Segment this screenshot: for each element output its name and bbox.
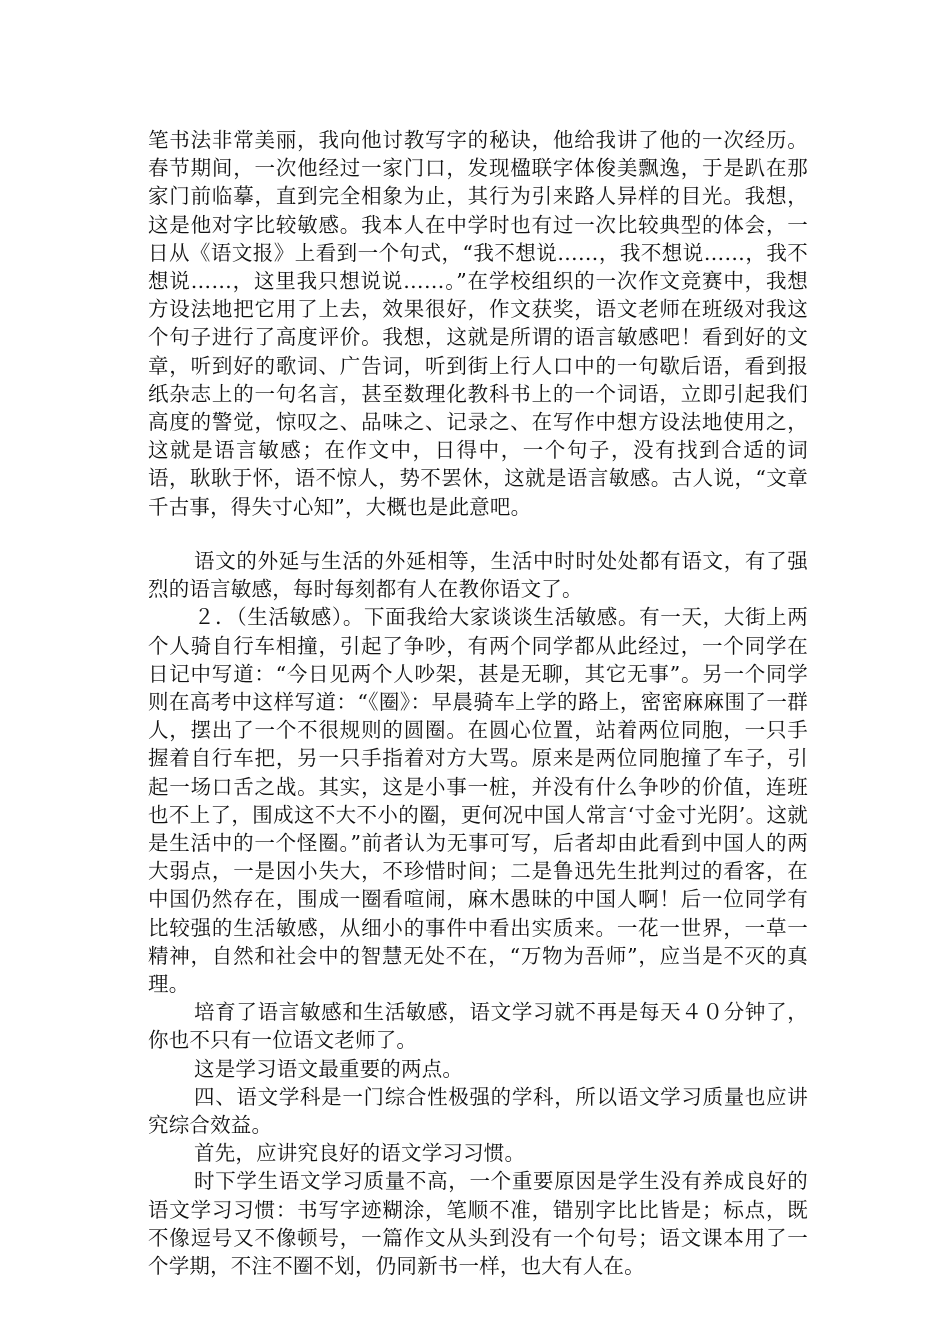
text-block-top	[148, 126, 808, 521]
paragraph-study-habits: 时下学生语文学习质量不高，一个重要原因是学生没有养成良好的语文学习习惯：书写字迹糊涂，笔顺不准，错别字比比皆是；标点，既不像逗号又不像顿号，一篇作文从头到没有一个句号；语文课本用了一个学期，不注不圈不划，仍同新书一样，也大有人在。	[148, 1169, 808, 1279]
paragraph-calligraphy-anecdote: 笔书法非常美丽，我向他讨教写字的秘诀，他给我讲了他的一次经历。春节期间，一次他经过一家门口，发现楹联字体俊美飘逸，于是趴在那家门前临摹，直到完全相象为止，其行为引来路人异样的目光。我想，这是他对字比较敏感。我本人在中学时也有过一次比较典型的体会，一日从《语文报》上看到一个句式，“我不想说……，我不想说……，我不想说……，这里我只想说说……。”在学校组织的一次作文竞赛中，我想方设法地把它用了上去，效果很好，作文获奖，语文老师在班级对我这个句子进行了高度评价。我想，这就是所谓的语言敏感吧！看到好的文章，听到好的歌词、广告词，听到街上行人口中的一句歇后语，看到报纸杂志上的一句名言，甚至数理化教科书上的一个词语，立即引起我们高度的警觉，惊叹之、品味之、记录之、在写作中想方设法地使用之，这就是语言敏感；在作文中，日得中，一个句子，没有找到合适的词语，耿耿于怀，语不惊人，势不罢休，这就是语言敏感。古人说，“文章千古事，得失寸心知”，大概也是此意吧。	[148, 128, 808, 519]
text-block-bottom	[148, 547, 808, 1280]
paragraph-two-points: 这是学习语文最重要的两点。	[194, 1056, 464, 1081]
paragraph-section-four: 四、语文学科是一门综合性极强的学科，所以语文学习质量也应讲究综合效益。	[148, 1084, 808, 1138]
paragraph-language-extension: 语文的外延与生活的外延相等，生活中时时处处都有语文，有了强烈的语言敏感，每时每刻都有人在教你语文了。	[148, 549, 808, 602]
paragraph-forty-minutes: 培育了语言敏感和生活敏感，语文学习就不再是每天４０分钟了，你也不只有一位语文老师了。	[148, 1000, 808, 1053]
paragraph-life-sensitivity: ２．（生活敏感）。下面我给大家谈谈生活敏感。有一天，大街上两个人骑自行车相撞，引起了争吵，有两个同学都从此经过，一个同学在日记中写道：“今日见两个人吵架，甚是无聊，其它无事”。另一个同学则在高考中这样写道：“《圈》：早晨骑车上学的路上，密密麻麻围了一群人，摆出了一个不很规则的圆圈。在圆心位置，站着两位同胞，一只手握着自行车把，另一只手指着对方大骂。原来是两位同胞撞了车子，引起一场口舌之战。其实，这是小事一桩，并没有什么争吵的价值，连班也不上了，围成这不大不小的圈，更何况中国人常言‘寸金寸光阴’。这就是生活中的一个怪圈。”前者认为无事可写，后者却由此看到中国人的两大弱点，一是因小失大，不珍惜时间；二是鲁迅先生批判过的看客，在中国仍然存在，围成一圈看喧闹，麻木愚昧的中国人啊！后一位同学有比较强的生活敏感，从细小的事件中看出实质来。一花一世界，一草一精神，自然和社会中的智慧无处不在，“万物为吾师”，应当是不灭的真理。	[148, 605, 808, 997]
paragraph-first-habits: 首先，应讲究良好的语文学习习惯。	[194, 1141, 526, 1166]
